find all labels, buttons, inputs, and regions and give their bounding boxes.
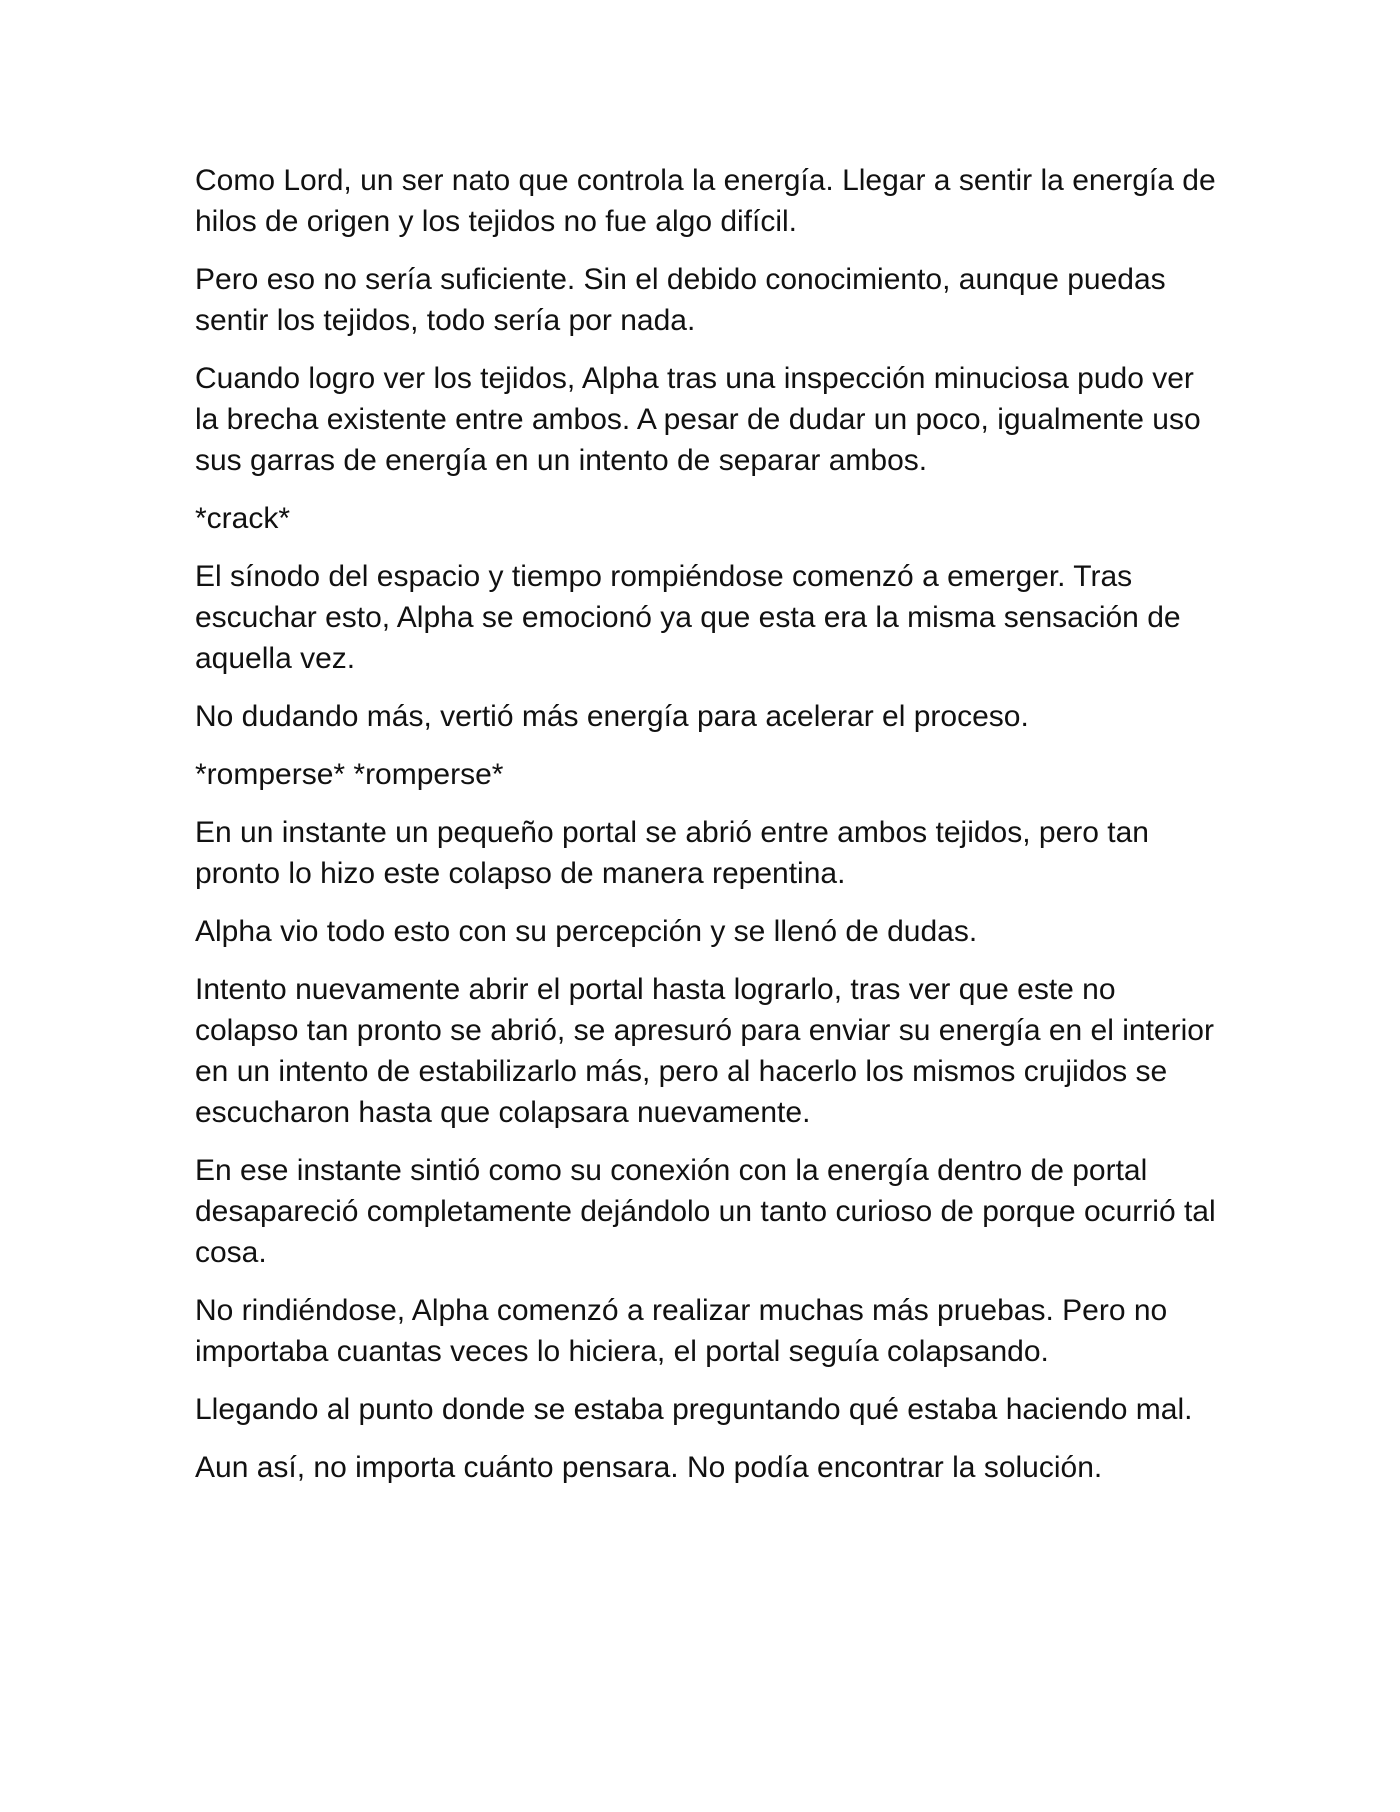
paragraph: En ese instante sintió como su conexión con la energía dentro de portal desapareció completamente dejándolo un tanto curioso de porque ocurrió tal cosa.	[195, 1154, 1216, 1269]
paragraph: *romperse* *romperse*	[195, 758, 504, 791]
paragraph: Cuando logro ver los tejidos, Alpha tras una inspección minuciosa pudo ver la brecha existente entre ambos. A pesar de dudar un poco, igualmente uso sus garras de energía en un intento de separar ambos.	[195, 362, 1201, 477]
paragraph: Pero eso no sería suficiente. Sin el debido conocimiento, aunque puedas sentir los tejidos, todo sería por nada.	[195, 263, 1166, 337]
paragraph: Llegando al punto donde se estaba preguntando qué estaba haciendo mal.	[195, 1393, 1193, 1426]
paragraph: No rindiéndose, Alpha comenzó a realizar muchas más pruebas. Pero no importaba cuantas veces lo hiciera, el portal seguía colapsando.	[195, 1294, 1168, 1368]
paragraph: *crack*	[195, 502, 291, 535]
paragraph: Aun así, no importa cuánto pensara. No podía encontrar la solución.	[195, 1451, 1103, 1484]
paragraph: No dudando más, vertió más energía para acelerar el proceso.	[195, 700, 1029, 733]
document-page	[195, 160, 1225, 1505]
paragraph: Intento nuevamente abrir el portal hasta lograrlo, tras ver que este no colapso tan pronto se abrió, se apresuró para enviar su energía en el interior en un intento de estabilizarlo más, pero al hacerlo los mismos crujidos se escucharon hasta que colapsara nuevamente.	[195, 973, 1214, 1129]
paragraph: El sínodo del espacio y tiempo rompiéndose comenzó a emerger. Tras escuchar esto, Alpha se emocionó ya que esta era la misma sensación de aquella vez.	[195, 560, 1181, 675]
paragraph: En un instante un pequeño portal se abrió entre ambos tejidos, pero tan pronto lo hizo este colapso de manera repentina.	[195, 816, 1149, 890]
paragraph: Como Lord, un ser nato que controla la energía. Llegar a sentir la energía de hilos de origen y los tejidos no fue algo difícil.	[195, 164, 1216, 238]
paragraph: Alpha vio todo esto con su percepción y se llenó de dudas.	[195, 915, 978, 948]
